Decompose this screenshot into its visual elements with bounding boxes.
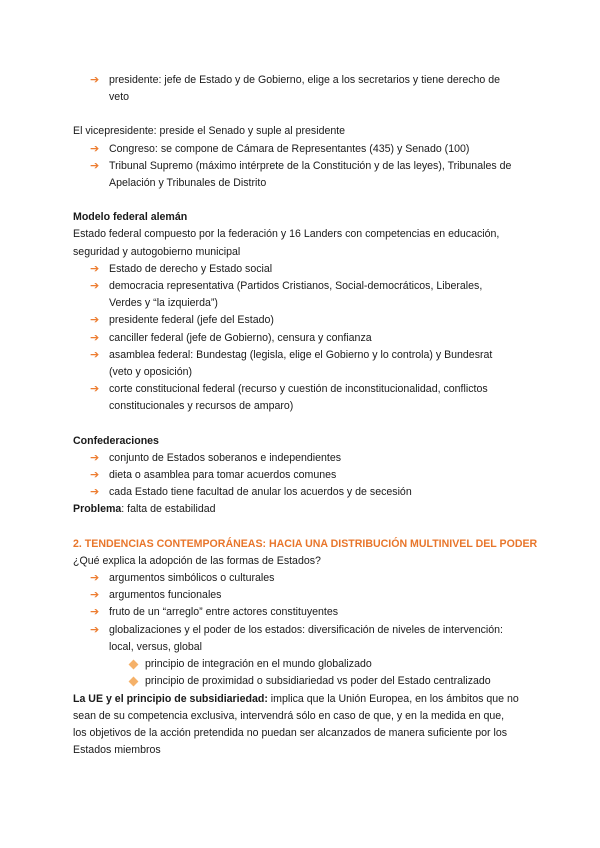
list-item-text: local, versus, global (109, 640, 203, 653)
list-item-text: argumentos funcionales (109, 589, 222, 602)
vicepresidente-paragraph: El vicepresidente: preside el Senado y suple al presidente (73, 125, 346, 138)
arrow-right-icon: ➔ (90, 159, 100, 172)
arrow-right-icon: ➔ (90, 451, 100, 464)
list-item-text: fruto de un “arreglo” entre actores constituyentes (109, 606, 339, 619)
section-heading-2: 2. TENDENCIAS CONTEMPORÁNEAS: HACIA UNA DISTRIBUCIÓN MULTINIVEL DEL PODER (73, 537, 538, 550)
list-item-text: Tribunal Supremo (máximo intérprete de la Constitución y de las leyes), Tribunales de (109, 159, 512, 172)
list-item-text: argumentos simbólicos o culturales (109, 572, 275, 585)
sub-list-item-text: principio de integración en el mundo globalizado (145, 658, 372, 671)
arrow-right-icon: ➔ (90, 348, 100, 361)
ue-paragraph-line (73, 691, 528, 708)
arrow-right-icon: ➔ (90, 589, 100, 602)
spacer (73, 106, 528, 123)
list-item (73, 622, 528, 656)
arrow-right-icon: ➔ (90, 469, 100, 482)
document-content (73, 72, 538, 759)
aleman-intro: seguridad y autogobierno municipal (73, 245, 241, 258)
list-item-text: veto (109, 91, 130, 104)
sub-list-item (73, 656, 528, 673)
list-item (73, 604, 528, 621)
list-item (73, 467, 528, 484)
arrow-right-icon: ➔ (90, 314, 100, 327)
list-item (73, 587, 528, 604)
list-item-text: Apelación y Tribunales de Distrito (109, 177, 267, 190)
spacer (73, 192, 528, 209)
list-item (73, 261, 528, 278)
ue-paragraph-line: sean de su competencia exclusiva, intervendrá sólo en caso de que, y en la medida en que, (73, 709, 505, 722)
list-item-text: Estado de derecho y Estado social (109, 262, 273, 275)
arrow-right-icon: ➔ (90, 142, 100, 155)
list-item (73, 330, 528, 347)
problema-label: Problema (73, 503, 122, 516)
diamond-icon (129, 660, 139, 670)
ue-label: La UE y el principio de subsidiariedad: (73, 692, 268, 705)
list-item-text: presidente: jefe de Estado y de Gobierno, elige a los secretarios y tiene derecho de (109, 74, 501, 86)
list-item-text: presidente federal (jefe del Estado) (109, 314, 274, 327)
ue-paragraph-line: los objetivos de la acción pretendida no puedan ser alcanzados de manera suficiente por los (73, 726, 508, 739)
sub-list-item-text: principio de proximidad o subsidiariedad vs poder del Estado centralizado (145, 675, 491, 688)
arrow-right-icon: ➔ (90, 572, 100, 585)
section2-question: ¿Qué explica la adopción de las formas de Estados? (73, 554, 321, 567)
arrow-right-icon: ➔ (90, 383, 100, 396)
list-item (73, 570, 528, 587)
list-item (73, 347, 528, 381)
list-item-text: conjunto de Estados soberanos e independientes (109, 451, 342, 464)
arrow-right-icon: ➔ (90, 74, 100, 86)
problema-line (73, 501, 528, 518)
arrow-right-icon: ➔ (90, 262, 100, 275)
list-item-text: constitucionales y recursos de amparo) (109, 400, 294, 413)
list-item-text: globalizaciones y el poder de los estados: diversificación de niveles de intervención: (109, 623, 503, 636)
list-item-text: Verdes y “la izquierda”) (109, 297, 218, 310)
ue-paragraph-line: Estados miembros (73, 744, 161, 757)
spacer (73, 519, 528, 536)
spacer (73, 416, 528, 433)
arrow-right-icon: ➔ (90, 623, 100, 636)
arrow-right-icon: ➔ (90, 280, 100, 293)
list-item (73, 158, 528, 192)
list-item-text: asamblea federal: Bundestag (legisla, elige el Gobierno y lo controla) y Bundesrat (109, 348, 493, 361)
list-item-text: (veto y oposición) (109, 366, 193, 379)
arrow-right-icon: ➔ (90, 486, 100, 499)
arrow-right-icon: ➔ (90, 606, 100, 619)
problema-text: : falta de estabilidad (121, 503, 216, 516)
list-item (73, 450, 528, 467)
list-item (73, 484, 528, 501)
aleman-intro: Estado federal compuesto por la federación y 16 Landers con competencias en educación, (73, 228, 500, 241)
list-item (73, 312, 528, 329)
list-item (73, 381, 528, 415)
list-item-text: corte constitucional federal (recurso y cuestión de inconstitucionalidad, conflictos (109, 383, 488, 396)
list-item (73, 278, 528, 312)
list-item-text: cada Estado tiene facultad de anular los acuerdos y de secesión (109, 486, 412, 499)
list-item-text: Congreso: se compone de Cámara de Representantes (435) y Senado (100) (109, 142, 470, 155)
list-item (73, 141, 528, 158)
section-title-aleman: Modelo federal alemán (73, 211, 188, 224)
list-item-text: dieta o asamblea para tomar acuerdos comunes (109, 469, 337, 482)
list-item-text: canciller federal (jefe de Gobierno), censura y confianza (109, 331, 372, 344)
arrow-right-icon: ➔ (90, 331, 100, 344)
section-title-confederaciones: Confederaciones (73, 434, 159, 447)
ue-text: implica que la Unión Europea, en los ámbitos que no (267, 692, 519, 705)
list-item-text: democracia representativa (Partidos Cristianos, Social-democráticos, Liberales, (109, 280, 483, 293)
diamond-icon (129, 677, 139, 687)
sub-list-item (73, 673, 528, 690)
list-item (73, 72, 528, 106)
